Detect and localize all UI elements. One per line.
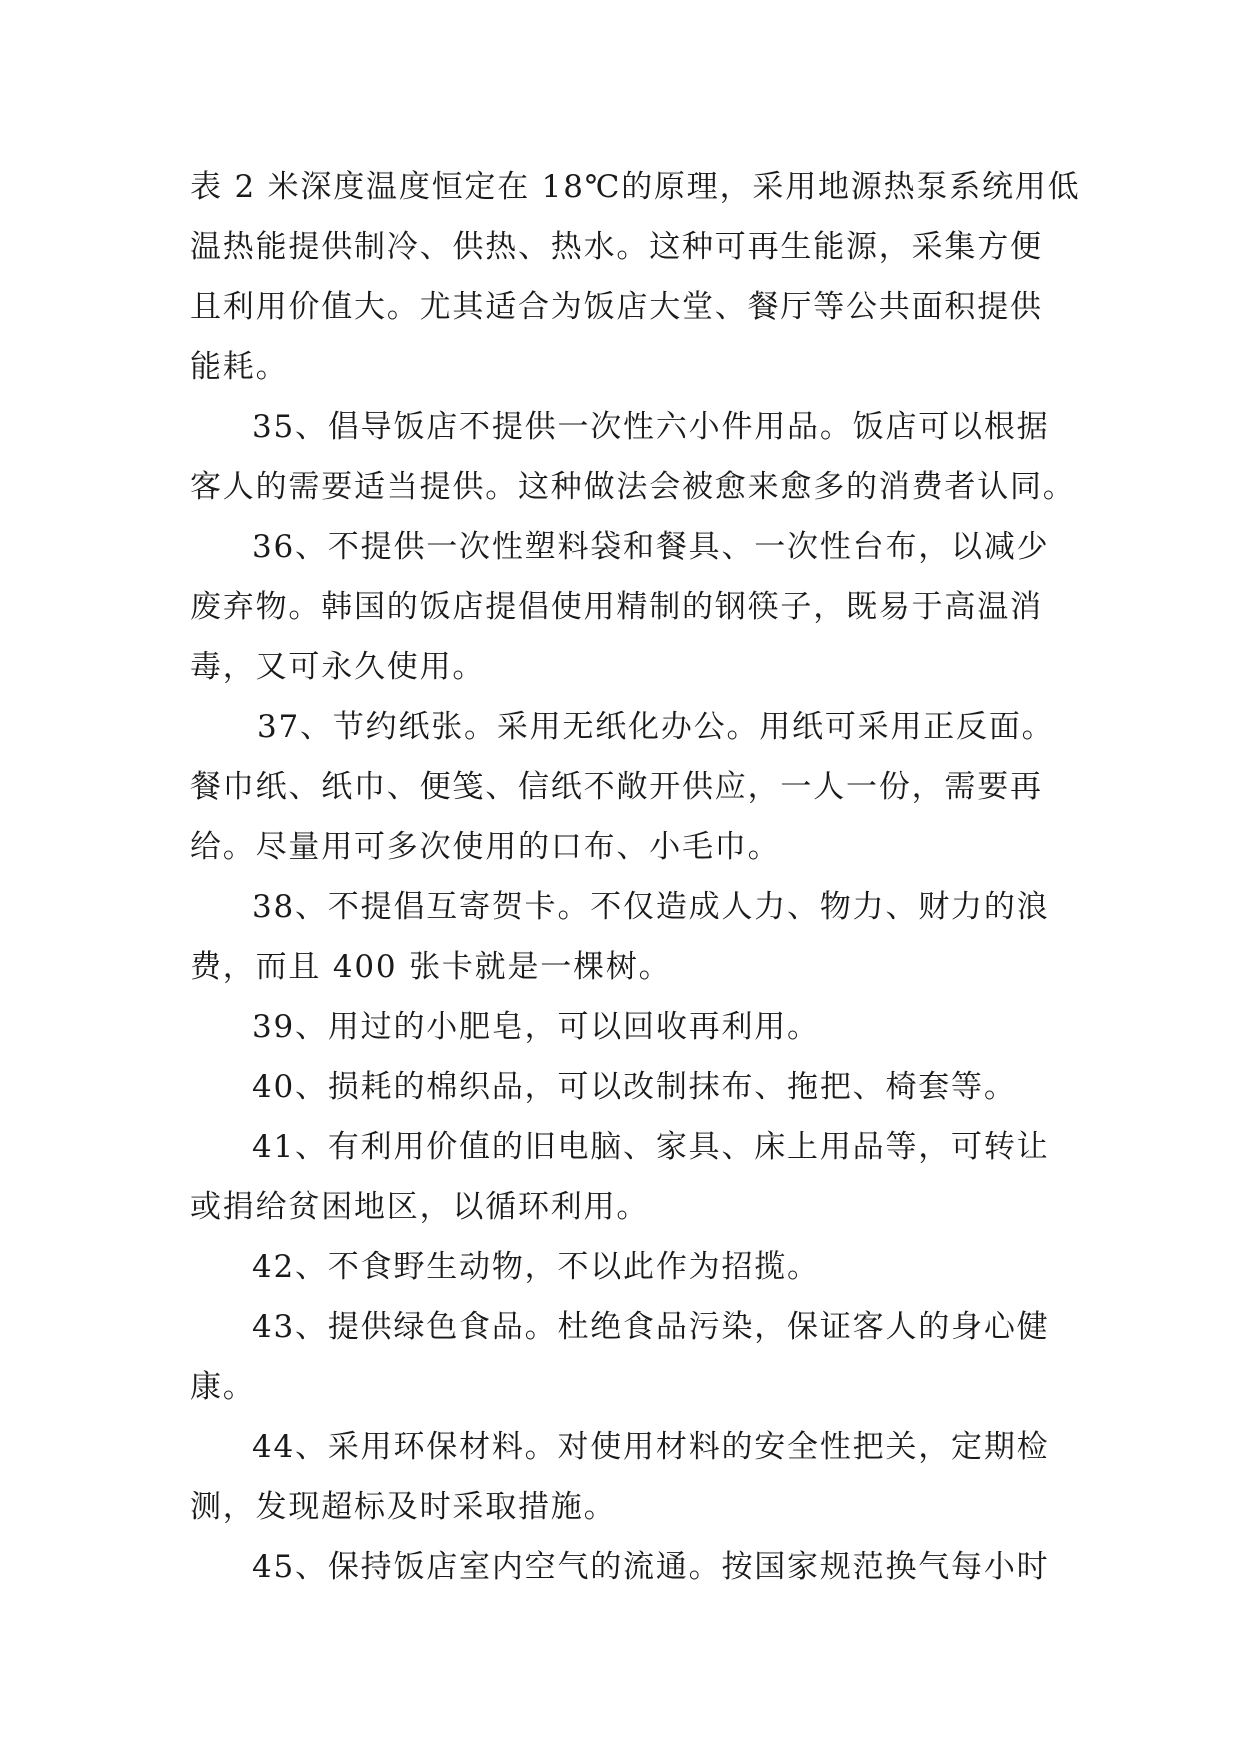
text-line: 40、损耗的棉织品，可以改制抹布、拖把、椅套等。: [252, 1069, 1017, 1105]
text-line: 客人的需要适当提供。这种做法会被愈来愈多的消费者认同。: [190, 469, 1076, 505]
text-line: 35、倡导饭店不提供一次性六小件用品。饭店可以根据: [252, 409, 1050, 445]
text-line: 能耗。: [190, 349, 289, 385]
text-line: 45、保持饭店室内空气的流通。按国家规范换气每小时: [252, 1549, 1050, 1585]
text-line: 康。: [190, 1369, 256, 1405]
text-line: 42、不食野生动物，不以此作为招揽。: [252, 1249, 820, 1285]
text-line: 给。尽量用可多次使用的口布、小毛巾。: [190, 829, 781, 865]
text-line: 44、采用环保材料。对使用材料的安全性把关，定期检: [252, 1429, 1050, 1465]
text-line: 39、用过的小肥皂，可以回收再利用。: [252, 1009, 820, 1045]
text-line: 43、提供绿色食品。杜绝食品污染，保证客人的身心健: [252, 1309, 1050, 1345]
text-line: 表 2 米深度温度恒定在 18℃的原理，采用地源热泵系统用低: [190, 169, 1081, 205]
text-line: 废弃物。韩国的饭店提倡使用精制的钢筷子，既易于高温消: [190, 589, 1043, 625]
text-line: 毒，又可永久使用。: [190, 649, 486, 685]
text-line: 36、不提供一次性塑料袋和餐具、一次性台布，以减少: [252, 529, 1050, 565]
text-line: 费，而且 400 张卡就是一棵树。: [190, 949, 672, 985]
text-line: 38、不提倡互寄贺卡。不仅造成人力、物力、财力的浪: [252, 889, 1050, 925]
text-line: 餐巾纸、纸巾、便笺、信纸不敞开供应，一人一份，需要再: [190, 769, 1043, 805]
text-line: 温热能提供制冷、供热、热水。这种可再生能源，采集方便: [190, 229, 1043, 265]
text-line: 且利用价值大。尤其适合为饭店大堂、餐厅等公共面积提供: [190, 289, 1043, 325]
text-line: 或捐给贫困地区，以循环利用。: [190, 1189, 650, 1225]
text-line: 测，发现超标及时采取措施。: [190, 1489, 617, 1525]
text-line: 41、有利用价值的旧电脑、家具、床上用品等，可转让: [252, 1129, 1050, 1165]
text-line: 37、节约纸张。采用无纸化办公。用纸可采用正反面。: [257, 709, 1055, 745]
